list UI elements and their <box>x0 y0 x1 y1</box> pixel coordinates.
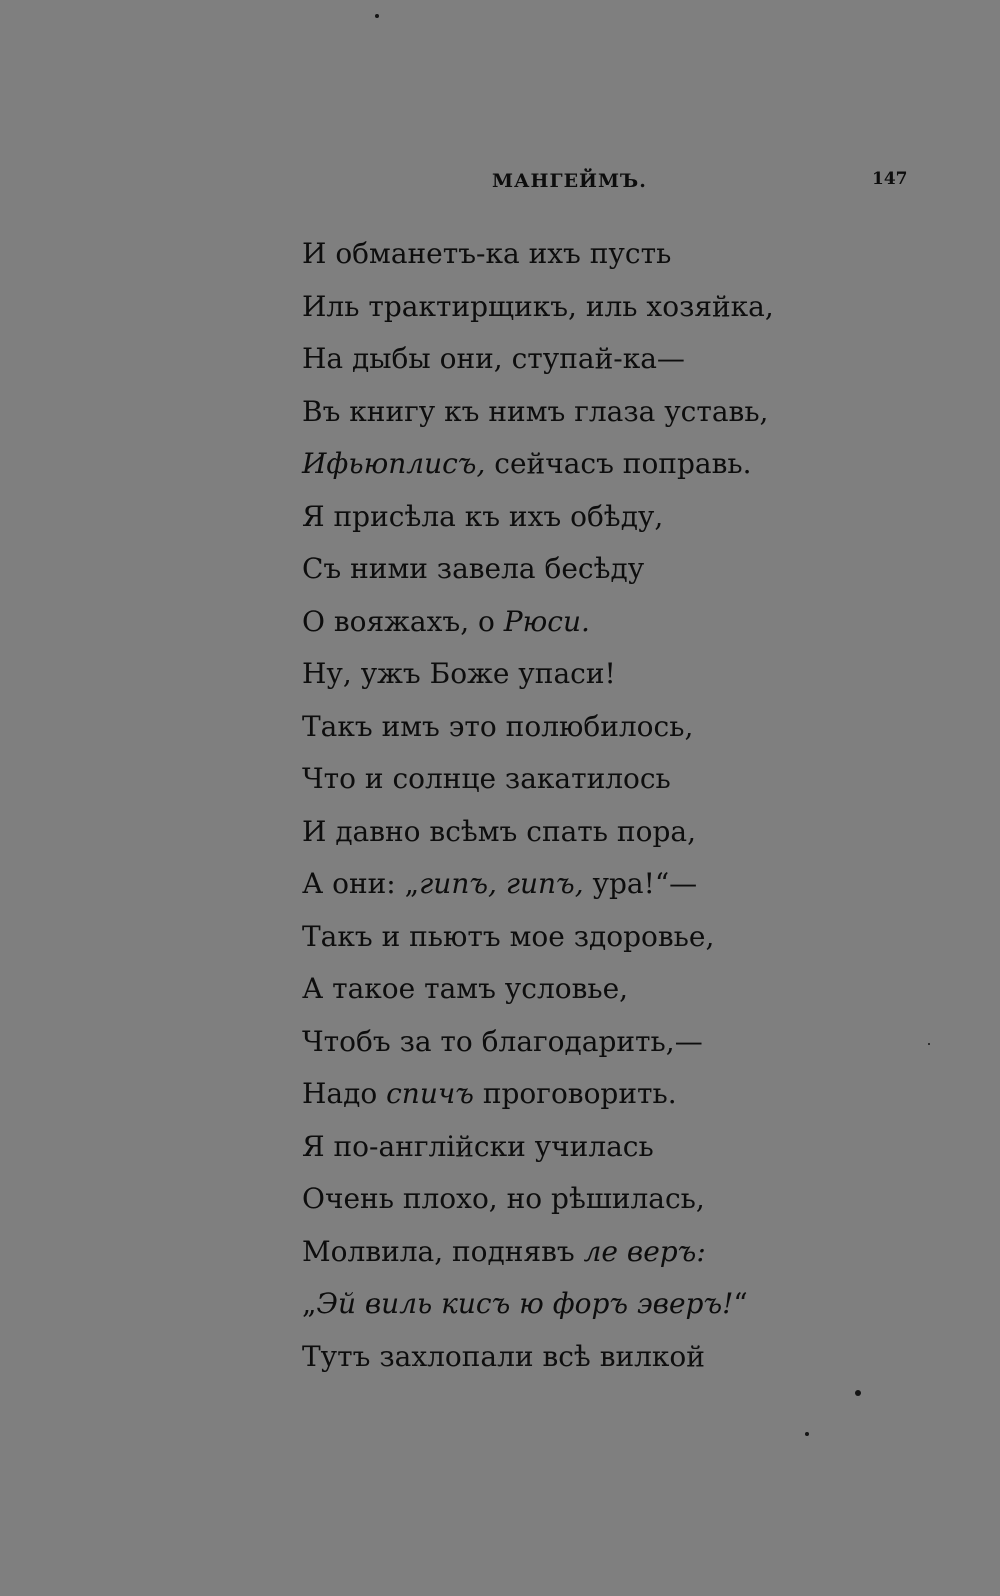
verse-text: На дыбы они, ступай-ка— <box>302 342 685 375</box>
italic-phrase: Ифьюплисъ, <box>302 447 486 480</box>
verse-text: А они: „ <box>302 867 420 900</box>
verse-line <box>302 543 902 596</box>
verse-line <box>302 701 902 754</box>
verse-line <box>302 438 902 491</box>
verse-line <box>302 596 902 649</box>
verse-text: сейчасъ поправь. <box>485 447 752 480</box>
verse-text: Въ книгу къ нимъ глаза уставь, <box>302 394 769 428</box>
verse-text: ура!“— <box>583 867 698 900</box>
verse-line <box>302 228 902 281</box>
verse-line <box>302 806 902 859</box>
verse-text: Ну, ужъ Боже упаси! <box>302 657 616 690</box>
running-title: МАНГЕЙМЪ. <box>492 170 647 192</box>
italic-phrase: Рюси. <box>503 604 590 638</box>
verse-line <box>302 491 902 544</box>
verse-line <box>302 1331 902 1384</box>
italic-phrase: спичъ <box>386 1077 474 1110</box>
verse-text: “ <box>733 1287 748 1320</box>
verse-text: Чтобъ за то благодарить,— <box>302 1024 703 1058</box>
verse-line <box>302 1016 902 1069</box>
italic-phrase: ле веръ: <box>583 1234 706 1268</box>
verse-line <box>302 1278 902 1331</box>
verse-text: И обманетъ-ка ихъ пусть <box>302 237 672 270</box>
verse-text: Такъ имъ это полюбилось, <box>302 709 694 743</box>
poem-text <box>302 228 902 1383</box>
verse-line <box>302 1068 902 1121</box>
verse-line <box>302 333 902 386</box>
verse-text: Молвила, поднявъ <box>302 1234 584 1268</box>
verse-text: О вояжахъ, о <box>302 604 504 638</box>
verse-text: Надо <box>302 1077 387 1110</box>
verse-text: И давно всѣмъ спать пора, <box>302 814 696 848</box>
verse-line <box>302 281 902 334</box>
verse-text: проговорить. <box>473 1077 677 1110</box>
verse-text: „ <box>302 1287 317 1320</box>
verse-line <box>302 386 902 439</box>
italic-phrase: Эй виль кисъ ю форъ эверъ! <box>316 1287 734 1320</box>
print-speck <box>375 14 379 18</box>
verse-text: А такое тамъ условье, <box>302 972 629 1005</box>
verse-line <box>302 858 902 911</box>
verse-text: Что и солнце закатилось <box>302 762 671 795</box>
verse-line <box>302 1226 902 1279</box>
verse-line <box>302 963 902 1016</box>
page-number: 147 <box>872 169 908 189</box>
verse-line <box>302 911 902 964</box>
verse-text: Я по-англійски училась <box>302 1129 654 1163</box>
verse-text: Съ ними завела бесѣду <box>302 552 645 585</box>
verse-line <box>302 1173 902 1226</box>
verse-text: Тутъ захлопали всѣ вилкой <box>302 1339 705 1373</box>
italic-phrase: гипъ, гипъ, <box>419 867 584 900</box>
verse-line <box>302 648 902 701</box>
print-speck <box>928 1043 930 1045</box>
print-speck <box>805 1432 809 1436</box>
verse-text: Очень плохо, но рѣшилась, <box>302 1182 705 1215</box>
verse-text: Такъ и пьютъ мое здоровье, <box>302 919 715 953</box>
print-speck <box>855 1390 861 1396</box>
verse-line <box>302 1121 902 1174</box>
verse-line <box>302 753 902 806</box>
verse-text: Иль трактирщикъ, иль хозяйка, <box>302 289 774 323</box>
verse-text: Я присѣла къ ихъ обѣду, <box>302 499 664 533</box>
